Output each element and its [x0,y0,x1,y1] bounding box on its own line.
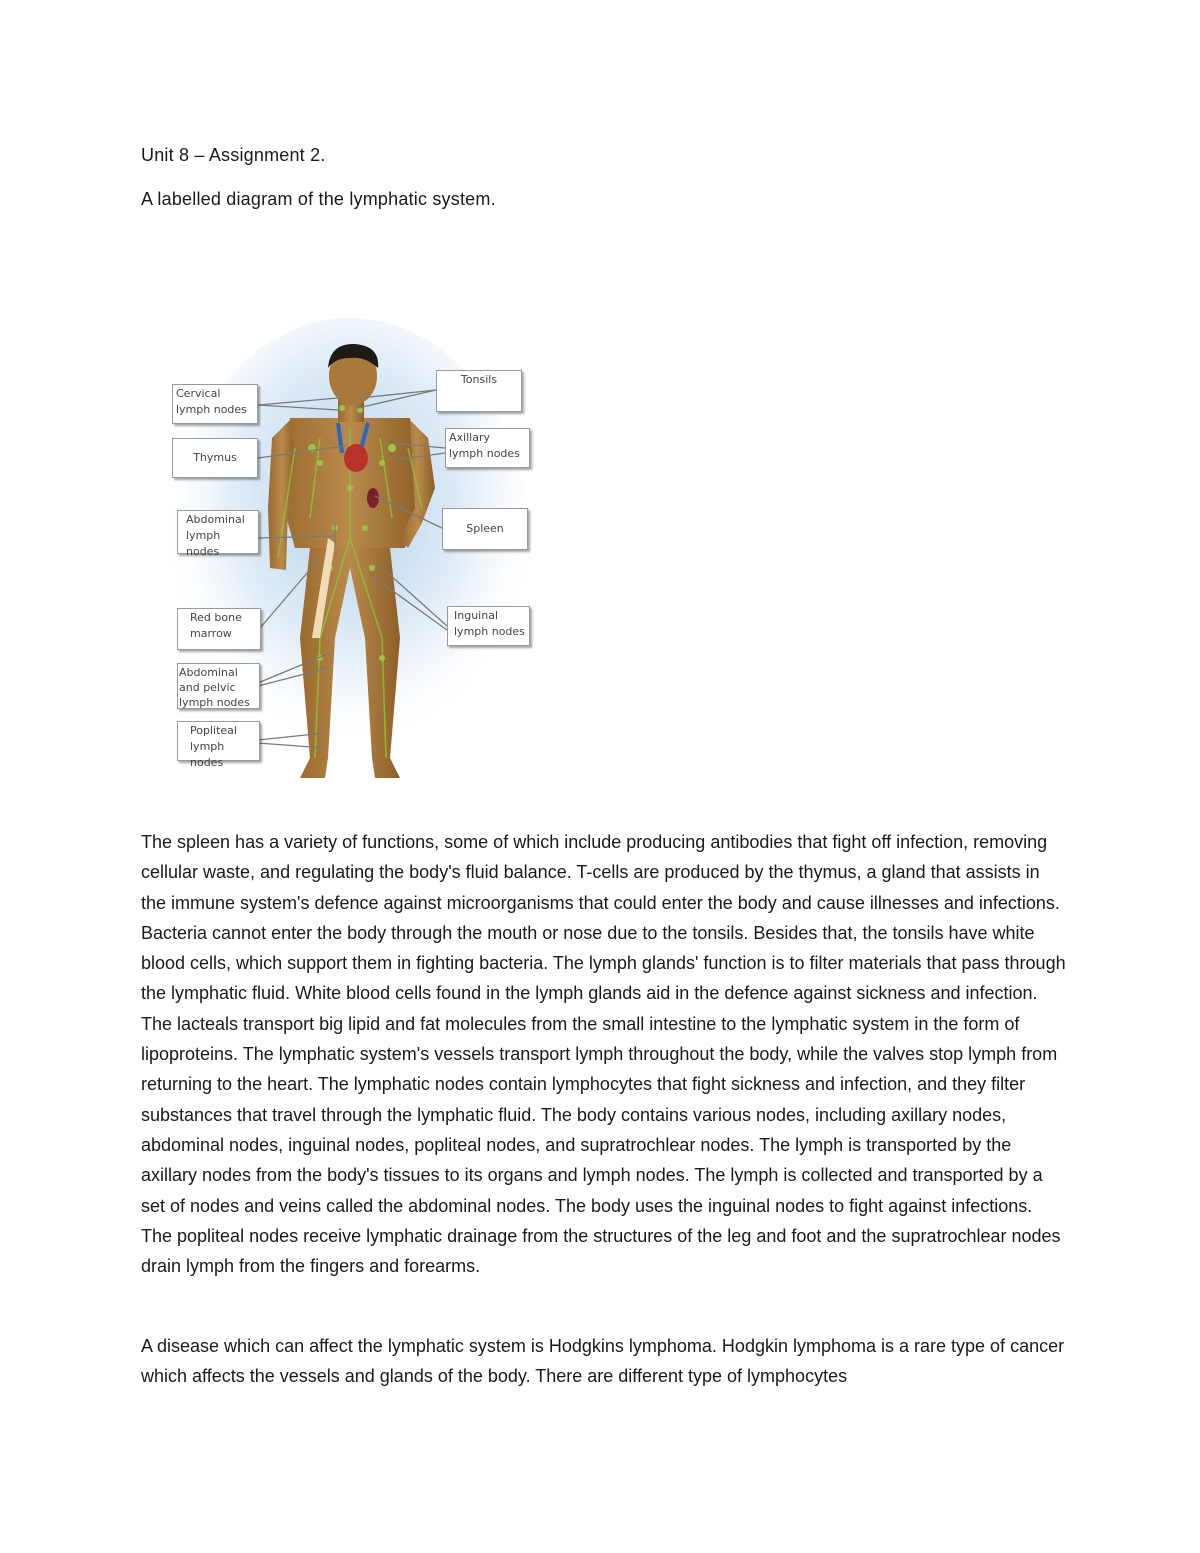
label-abdominal-lymph-nodes: Abdominal lymph nodes [177,510,259,554]
label-abdominal-pelvic-lymph-nodes: Abdominal and pelvic lymph nodes [177,663,260,709]
label-inguinal-lymph-nodes: Inguinal lymph nodes [447,606,530,646]
spleen-organ [367,488,379,508]
label-popliteal-lymph-nodes: Popliteal lymph nodes [177,721,260,761]
body-paragraph-functions: The spleen has a variety of functions, some of which include producing antibodies that fight off infection, removing cellular waste, and regulating the body's fluid balance. T-cells are produced by the thymus, a gland that assists in the immune system's defence against microorganisms that could enter the body and cause illnesses and infections. Bacteria cannot enter the body through the mouth or nose due to the tonsils. Besides that, the tonsils have white blood cells, which support them in fighting bacteria. The lymph glands' function is to filter materials that pass through the lymphatic fluid. White blood cells found in the lymph glands aid in the defence against sickness and infection. The lacteals transport big lipid and fat molecules from the small intestine to the lymphatic system in the form of lipoproteins. The lymphatic system's vessels transport lymph throughout the body, while the valves stop lymph from returning to the heart. The lymphatic nodes contain lymphocytes that fight sickness and infection, and they filter substances that travel through the lymphatic fluid. The body contains various nodes, including axillary nodes, abdominal nodes, inguinal nodes, popliteal nodes, and supratrochlear nodes. The lymph is transported by the axillary nodes from the body's tissues to its organs and lymph nodes. The lymph is collected and transported by a set of nodes and veins called the abdominal nodes. The body uses the inguinal nodes to fight against infections. The popliteal nodes receive lymphatic drainage from the structures of the leg and foot and the supratrochlear nodes drain lymph from the fingers and forearms. [141,832,1066,1277]
document-subtitle: A labelled diagram of the lymphatic system. [141,189,496,209]
body-paragraph-hodgkins: A disease which can affect the lymphatic system is Hodgkins lymphoma. Hodgkin lymphoma is a rare type of cancer which affects the vessels and glands of the body. There are different type of lymphocytes [141,1336,1065,1387]
label-tonsils: Tonsils [436,370,522,412]
lymphatic-system-diagram [160,338,540,798]
document-title: Unit 8 – Assignment 2. [141,145,326,165]
label-thymus: Thymus [172,438,258,478]
label-cervical-lymph-nodes: Cervical lymph nodes [172,384,258,424]
label-spleen: Spleen [442,508,528,550]
heart-icon [344,444,368,472]
label-red-bone-marrow: Red bone marrow [177,608,261,650]
label-axillary-lymph-nodes: Axillary lymph nodes [445,428,530,468]
